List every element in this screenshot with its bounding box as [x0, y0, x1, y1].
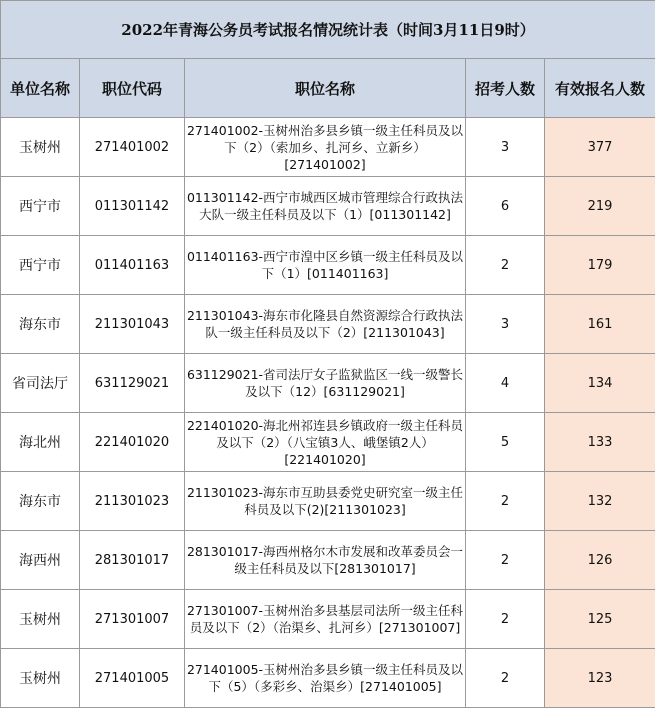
position-code-cell: 271401005	[80, 649, 185, 708]
registration-count-cell: 133	[545, 413, 655, 472]
position-code-cell: 011301142	[80, 177, 185, 236]
table-row	[1, 177, 655, 236]
unit-cell: 海北州	[1, 413, 80, 472]
header-quota: 招考人数	[466, 59, 545, 118]
unit-cell: 海东市	[1, 472, 80, 531]
position-name-cell: 221401020-海北州祁连县乡镇政府一级主任科员及以下（2）（八宝镇3人、峨堡镇2人）[221401020]	[185, 413, 466, 472]
header-name: 职位名称	[185, 59, 466, 118]
header-count: 有效报名人数	[545, 59, 655, 118]
registration-count-cell: 126	[545, 531, 655, 590]
registration-count-cell: 179	[545, 236, 655, 295]
registration-count-cell: 377	[545, 118, 655, 177]
position-code-cell: 271301007	[80, 590, 185, 649]
quota-cell: 3	[466, 118, 545, 177]
quota-cell: 4	[466, 354, 545, 413]
unit-cell: 西宁市	[1, 177, 80, 236]
quota-cell: 5	[466, 413, 545, 472]
position-name-cell: 011301142-西宁市城西区城市管理综合行政执法大队一级主任科员及以下（1）[011301142]	[185, 177, 466, 236]
position-name-cell: 271401005-玉树州治多县乡镇一级主任科员及以下（5）（多彩乡、治渠乡）[271401005]	[185, 649, 466, 708]
quota-cell: 2	[466, 531, 545, 590]
quota-cell: 3	[466, 295, 545, 354]
position-code-cell: 011401163	[80, 236, 185, 295]
unit-cell: 玉树州	[1, 649, 80, 708]
position-name-cell: 631129021-省司法厅女子监狱监区一线一级警长及以下（12）[631129021]	[185, 354, 466, 413]
position-code-cell: 631129021	[80, 354, 185, 413]
position-code-cell: 211301023	[80, 472, 185, 531]
table-row	[1, 236, 655, 295]
position-code-cell: 221401020	[80, 413, 185, 472]
position-code-cell: 281301017	[80, 531, 185, 590]
table-row	[1, 295, 655, 354]
position-code-cell: 211301043	[80, 295, 185, 354]
position-name-cell: 271401002-玉树州治多县乡镇一级主任科员及以下（2）（索加乡、扎河乡、立新乡）[271401002]	[185, 118, 466, 177]
registration-count-cell: 161	[545, 295, 655, 354]
position-name-cell: 281301017-海西州格尔木市发展和改革委员会一级主任科员及以下[281301017]	[185, 531, 466, 590]
unit-cell: 海西州	[1, 531, 80, 590]
position-name-cell: 271301007-玉树州治多县基层司法所一级主任科员及以下（2）（治渠乡、扎河乡）[271301007]	[185, 590, 466, 649]
position-code-cell: 271401002	[80, 118, 185, 177]
table-row	[1, 590, 655, 649]
table-row	[1, 649, 655, 708]
header-code: 职位代码	[80, 59, 185, 118]
quota-cell: 6	[466, 177, 545, 236]
unit-cell: 玉树州	[1, 118, 80, 177]
table-title: 2022年青海公务员考试报名情况统计表（时间3月11日9时）	[1, 1, 655, 59]
position-name-cell: 011401163-西宁市湟中区乡镇一级主任科员及以下（1）[011401163]	[185, 236, 466, 295]
table-row	[1, 118, 655, 177]
unit-cell: 玉树州	[1, 590, 80, 649]
registration-count-cell: 123	[545, 649, 655, 708]
registration-count-cell: 219	[545, 177, 655, 236]
unit-cell: 省司法厅	[1, 354, 80, 413]
table-row	[1, 354, 655, 413]
position-name-cell: 211301023-海东市互助县委党史研究室一级主任科员及以下(2)[211301023]	[185, 472, 466, 531]
quota-cell: 2	[466, 236, 545, 295]
table-row	[1, 413, 655, 472]
registration-count-cell: 132	[545, 472, 655, 531]
table-row	[1, 531, 655, 590]
position-name-cell: 211301043-海东市化隆县自然资源综合行政执法队一级主任科员及以下（2）[211301043]	[185, 295, 466, 354]
registration-count-cell: 125	[545, 590, 655, 649]
quota-cell: 2	[466, 649, 545, 708]
header-unit: 单位名称	[1, 59, 80, 118]
unit-cell: 西宁市	[1, 236, 80, 295]
table-row	[1, 472, 655, 531]
registration-count-cell: 134	[545, 354, 655, 413]
quota-cell: 2	[466, 590, 545, 649]
quota-cell: 2	[466, 472, 545, 531]
unit-cell: 海东市	[1, 295, 80, 354]
